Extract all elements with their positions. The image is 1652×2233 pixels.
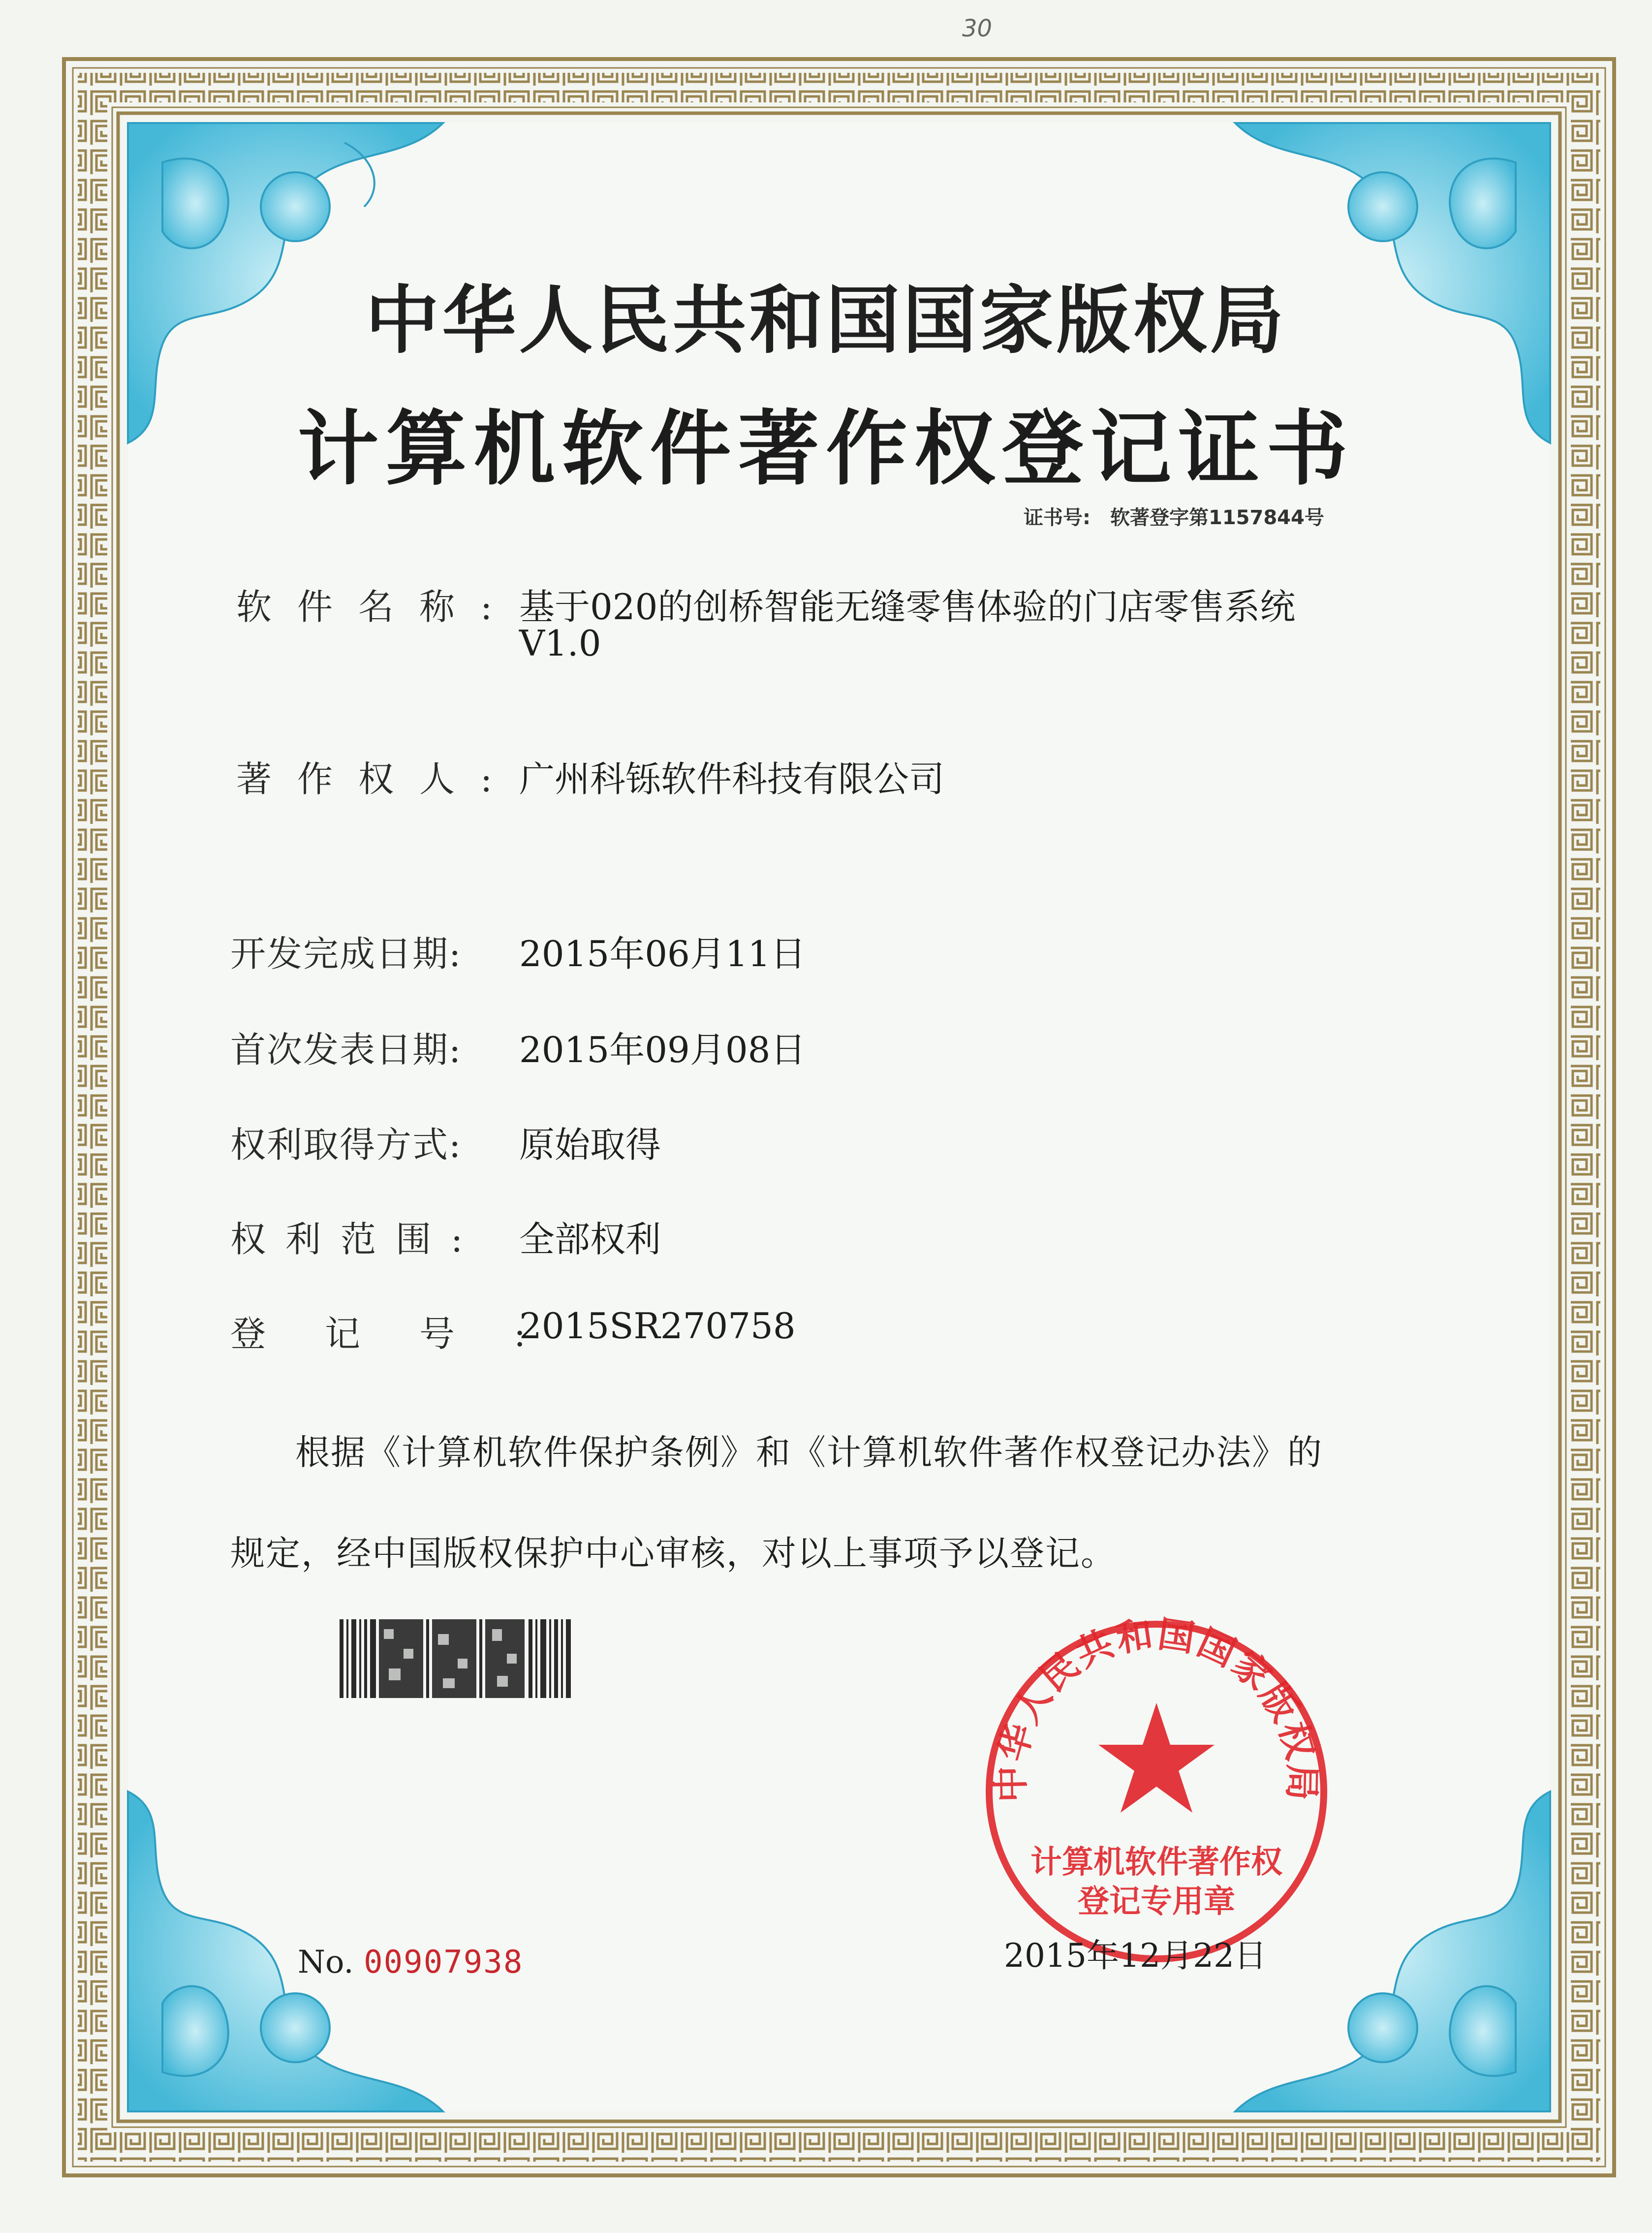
rights-scope-label: 权利范围: (230, 1219, 483, 1260)
rights-scope-value: 全部权利 (519, 1219, 661, 1260)
copyright-owner-label: 著作权人: (236, 758, 518, 800)
statement-line-1: 根据《计算机软件保护条例》和《计算机软件著作权登记办法》的 (295, 1432, 1323, 1473)
software-name-version: V1.0 (519, 623, 601, 664)
serial-number-value: 00907938 (364, 1944, 524, 1981)
svg-text:登记专用章: 登记专用章 (1078, 1884, 1235, 1920)
copyright-owner-value: 广州科铄软件科技有限公司 (519, 758, 945, 800)
software-name-value: 基于020的创桥智能无缝零售体验的门店零售系统 (519, 586, 1296, 628)
first-publish-date-label: 首次发表日期: (230, 1029, 462, 1070)
dev-complete-date-label: 开发完成日期: (230, 933, 462, 975)
barcode (340, 1619, 571, 1698)
registration-no-value: 2015SR270758 (519, 1305, 796, 1347)
svg-text:中华人民共和国国家版权局: 中华人民共和国国家版权局 (990, 1613, 1323, 1803)
statement-line-2: 规定，经中国版权保护中心审核，对以上事项予以登记。 (230, 1533, 1116, 1573)
software-name-label: 软件名称: (236, 586, 518, 628)
handwritten-note: 30 (962, 15, 993, 42)
first-publish-date-value: 2015年09月08日 (519, 1029, 806, 1070)
serial-number (298, 1944, 523, 1981)
serial-prefix: No. (298, 1944, 354, 1981)
registration-no-label: 登记号: (230, 1313, 585, 1354)
certificate-number-label: 证书号: (1024, 506, 1091, 529)
issue-date: 2015年12月22日 (1004, 1937, 1267, 1975)
svg-text:计算机软件著作权: 计算机软件著作权 (1030, 1844, 1282, 1881)
certificate-number-value: 软著登字第1157844号 (1110, 506, 1324, 529)
rights-acquisition-value: 原始取得 (519, 1124, 661, 1165)
certificate-title: 计算机软件著作权登记证书 (297, 401, 1355, 496)
dev-complete-date-value: 2015年06月11日 (519, 933, 806, 975)
certificate-number (1024, 502, 1324, 530)
rights-acquisition-label: 权利取得方式: (230, 1124, 462, 1165)
agency-title: 中华人民共和国国家版权局 (365, 278, 1287, 364)
official-seal (974, 1609, 1339, 1974)
